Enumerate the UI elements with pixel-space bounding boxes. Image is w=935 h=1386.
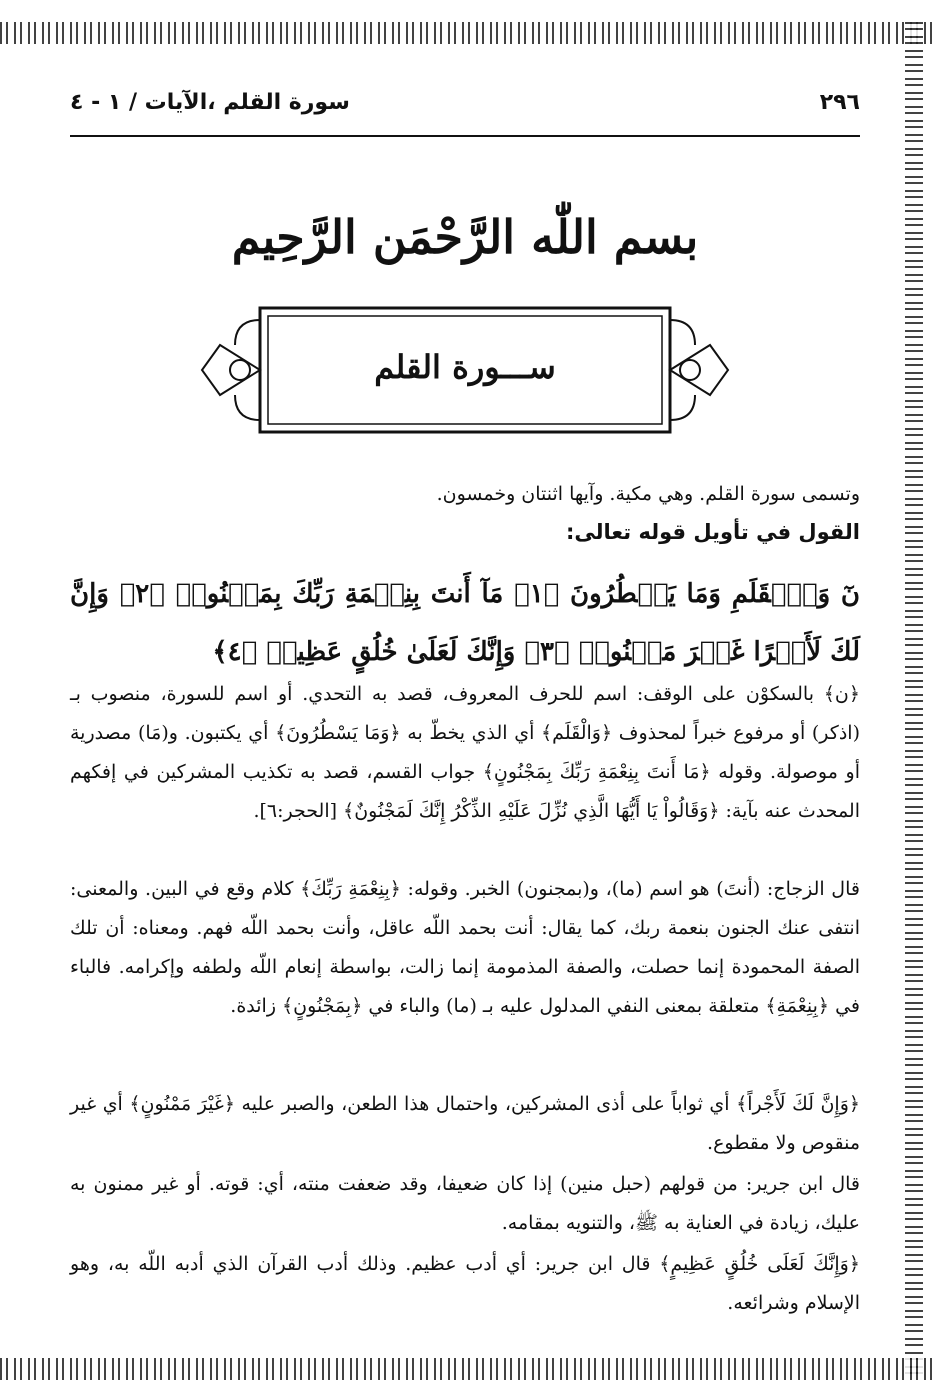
commentary-paragraph: ﴿ن﴾ بالسكوْن على الوقف: اسم للحرف المعروف، قصد به التحدي. أو اسم للسورة، منصوب بـ (اذكر) أو مرفوع خبراً لمحذوف ﴿وَالْقَلَم﴾ أي الذي يخطّ به ﴿وَمَا يَسْطُرُونَ﴾ أي يكتبون. و(مَا) مصدرية أو موصولة. وقوله ﴿مَا أَنتَ بِنِعْمَةِ رَبِّكَ بِمَجْنُونٍ﴾ جواب القسم، قصد به تكذيب المشركين في إفكهم المحدث عنه بآية: ﴿وَقَالُواْ يَا أَيُّهَا الَّذِي نُزِّلَ عَلَيْهِ الذِّكْرُ إِنَّكَ لَمَجْنُونٌ﴾ [الحجر:٦]. xyxy=(70,683,860,822)
commentary-paragraph: قال الزجاج: (أنتَ) هو اسم (ما)، و(بمجنون) الخبر. وقوله: ﴿بِنِعْمَةِ رَبِّكَ﴾ كلام وقع في البين. والمعنى: انتفى عنك الجنون بنعمة ربك، كما يقال: أنت بحمد اللّه عاقل، وأنت بحمد اللّه فهم. ومعناه: أن تلك الصفة المحمودة إنما حصلت، والصفة المذمومة إنما زالت، بواسطة إنعام اللّه ولطفه وإكرامه. فالباء في ﴿بِنِعْمَةِ﴾ متعلقة بمعنى النفي المدلول عليه بـ (ما) والباء في ﴿بِمَجْنُونٍ﴾ زائدة. xyxy=(70,878,860,1017)
section-heading: القول في تأويل قوله تعالى: xyxy=(566,520,860,544)
quran-verses: نٓ وَٱلۡقَلَمِ وَمَا يَسۡطُرُونَ ﴿١﴾ مَآ أَنتَ بِنِعۡمَةِ رَبِّكَ بِمَجۡنُونٖ ﴿٢﴾ وَإِنَّ لَكَ لَأَجۡرًا غَيۡرَ مَمۡنُونٖ ﴿٣﴾ وَإِنَّكَ لَعَلَىٰ خُلُقٍ عَظِيمٖ ﴿٤﴾ xyxy=(70,579,860,667)
ornamental-border-bottom xyxy=(0,1358,935,1380)
ornamental-border-right xyxy=(905,22,923,1380)
commentary-paragraph: قال ابن جرير: من قولهم (حبل منين) إذا كان ضعيفا، وقد ضعفت منته، أي: قوته. أو غير ممنون به عليك، زيادة في العناية به ﷺ، والتنويه بمقامه. xyxy=(70,1173,860,1234)
ornamental-border-top xyxy=(0,22,935,44)
surah-title-frame xyxy=(200,300,730,440)
page-header xyxy=(70,90,860,130)
intro-text: وتسمى سورة القلم. وهي مكية. وآيها اثنتان وخمسون. xyxy=(436,483,860,505)
surah-title: ســـورة القلم xyxy=(374,348,556,386)
commentary-paragraph: ﴿وَإِنَّكَ لَعَلَى خُلُقٍ عَظِيمٍ﴾ قال ابن جرير: أي أدب عظيم. وذلك أدب القرآن الذي أدبه اللّه به، وهو الإسلام وشرائعه. xyxy=(70,1253,860,1314)
book-page xyxy=(70,60,860,1350)
header-rule xyxy=(70,135,860,137)
page-number: ٢٩٦ xyxy=(819,90,860,115)
commentary-paragraph: ﴿وَإِنَّ لَكَ لَأَجْراً﴾ أي ثواباً على أذى المشركين، واحتمال هذا الطعن، والصبر عليه ﴿غَيْرَ مَمْنُونٍ﴾ أي غير منقوص ولا مقطوع. xyxy=(70,1093,860,1154)
running-title: سورة القلم ،الآيات / ١ - ٤ xyxy=(70,90,350,115)
basmala: بسم اللّٰه الرَّحْمَن الرَّحِيم xyxy=(231,210,699,264)
